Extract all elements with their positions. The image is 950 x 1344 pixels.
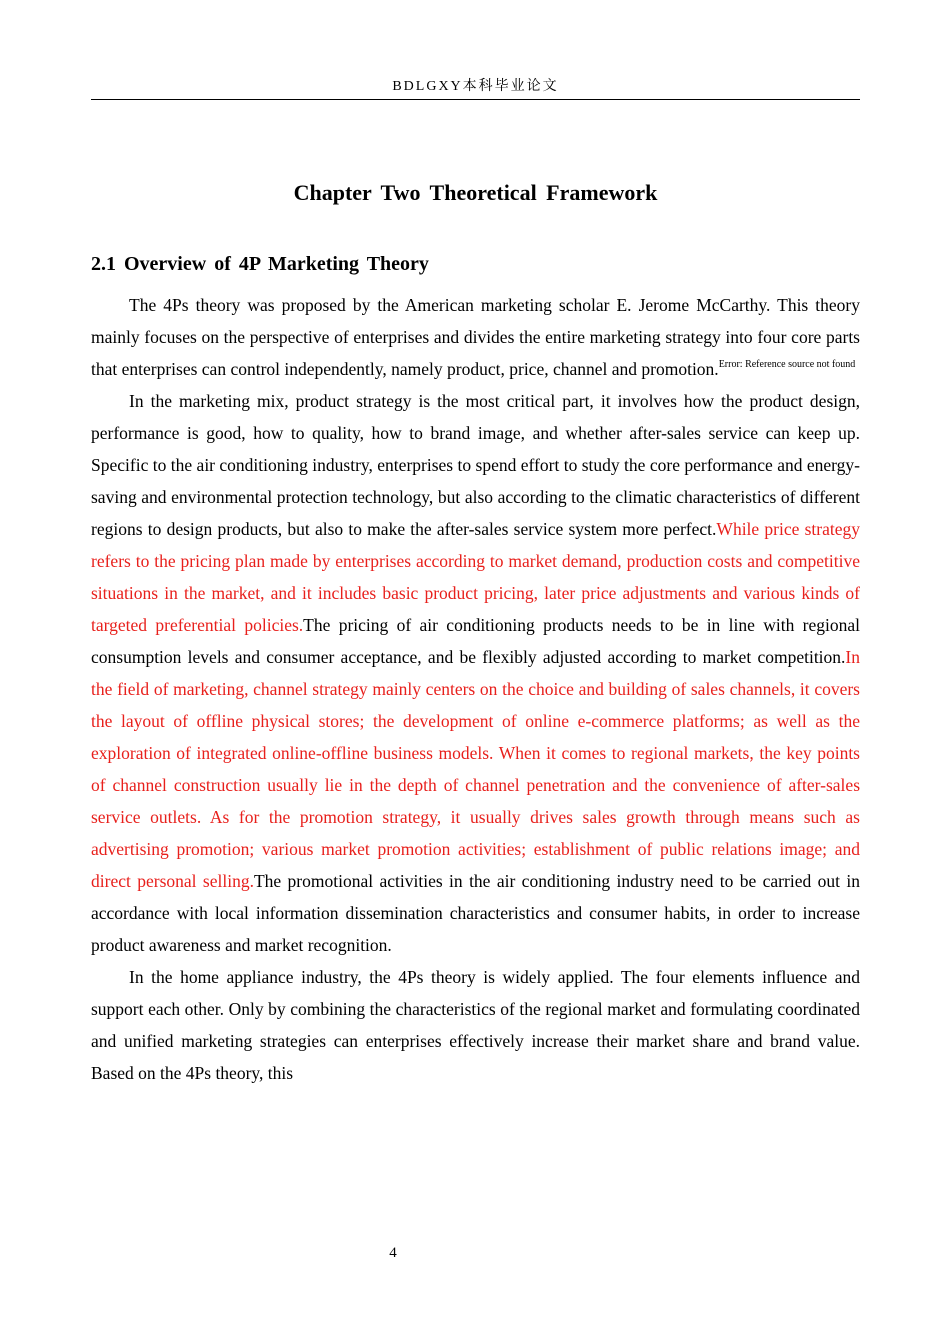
- header-rule: [91, 99, 860, 100]
- chapter-title: Chapter Two Theoretical Framework: [293, 180, 658, 205]
- paragraph-3-text: In the home appliance industry, the 4Ps theory is widely applied. The four elements influence and support each other. Only by combining the characteristics of the regional market and formulating coordinated and unified marketing strategies can enterprises effectively increase their market share and brand value. Based on the 4Ps theory, this: [91, 967, 860, 1083]
- paragraph-2-sentence-1: In the marketing mix, product strategy is the most critical part, it involves how the product design, performance is good, how to quality, how to brand image, and whether after-sales service can keep up. Specific to the air conditioning industry, enterprises to spend effort to study the core performance and energy-saving and environmental protection technology, but also according to the climatic characteristics of different regions to design products, but also to make the after-sales service system more perfect.: [91, 391, 860, 539]
- reference-error-note: Error: Reference source not found: [718, 359, 856, 370]
- paragraph-2-highlight-channel: In the field of marketing, channel strategy mainly centers on the choice and building of sales channels, it covers the layout of offline physical stores; the development of online e-commerce platforms; as well as the exploration of integrated online-offline business models. When it comes to regional markets, the key points of channel construction usually lie in the depth of channel penetration and the convenience of after-sales service outlets. As for the promotion strategy, it usually drives sales growth through means such as advertising promotion; various market promotion activities; establishment of public relations image; and direct personal selling.: [91, 647, 860, 891]
- paragraph-2: [91, 385, 860, 961]
- section-heading: 2.1 Overview of 4P Marketing Theory: [91, 253, 429, 275]
- page-number: 4: [389, 1245, 397, 1261]
- paragraph-1: [91, 289, 860, 385]
- paragraph-2-sentence-3: The pricing of air conditioning products needs to be in line with regional consumption levels and consumer acceptance, and be flexibly adjusted according to market competition.: [91, 615, 860, 667]
- paragraph-1-text: The 4Ps theory was proposed by the American marketing scholar E. Jerome McCarthy. This theory mainly focuses on the perspective of enterprises and divides the entire marketing strategy into four core parts that enterprises can control independently, namely product, price, channel and promotion.: [91, 295, 860, 379]
- running-header: BDLGXY本科毕业论文: [392, 79, 559, 94]
- paragraph-2-sentence-5: The promotional activities in the air conditioning industry need to be carried out in accordance with local information dissemination characteristics and consumer habits, in order to increase product awareness and market recognition.: [91, 871, 860, 955]
- body-text: [91, 289, 860, 1089]
- paragraph-2-highlight-price: While price strategy refers to the pricing plan made by enterprises according to market demand, production costs and competitive situations in the market, and it includes basic product pricing, later price adjustments and various kinds of targeted preferential policies.: [91, 519, 860, 635]
- paragraph-3: [91, 961, 860, 1089]
